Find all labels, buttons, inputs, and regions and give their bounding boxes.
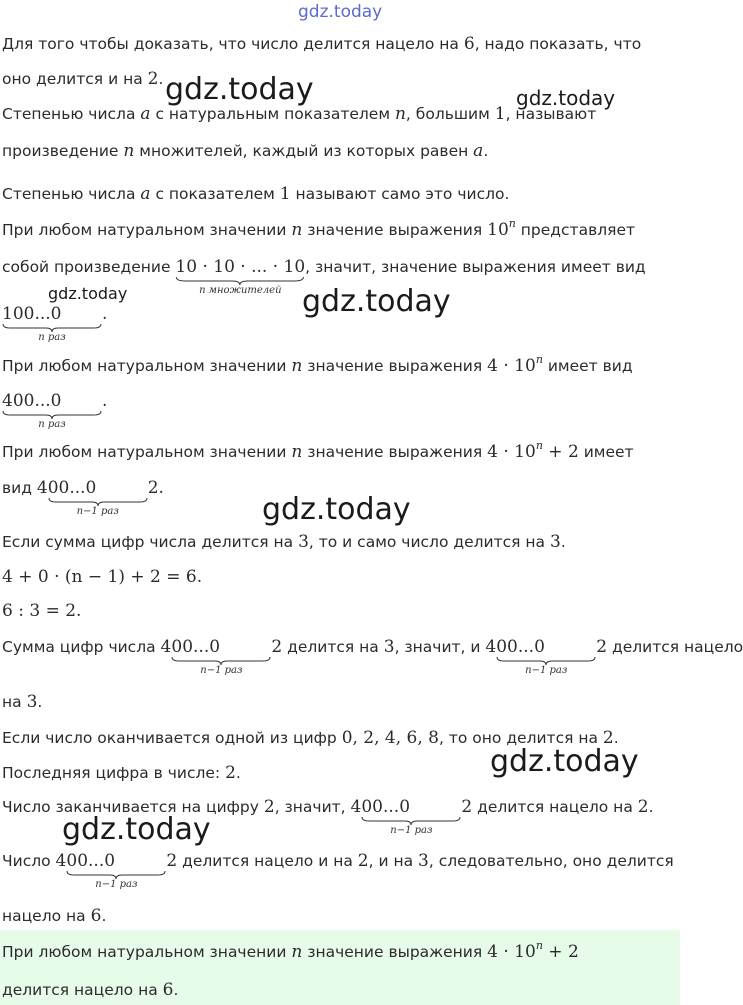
paragraph-ends-with-two: Число заканчивается на цифру 2, значит, 4 00...0 n−1 раз 2 делится нацело на 2.: [2, 797, 654, 836]
number-400-02: вид 4 00...0 n−1 раз 2.: [2, 478, 164, 517]
underbrace-zeros: 00...0 n−1 раз: [171, 636, 271, 677]
paragraph-both-divisible: Число 4 00...0 n−1 раз 2 делится нацело и на 2, и на 3, следовательно, оно делится: [2, 851, 674, 890]
conclusion-line-1: При любом натуральном значении n значение выражения $4 \cdot 10^n + 2$: [2, 939, 579, 962]
equation-digit-sum: 4 + 0 · (n − 1) + 2 = 6.: [2, 567, 203, 587]
paragraph-divisibility-intro-cont: оно делится и на 2.: [2, 69, 164, 89]
watermark: gdz.today: [165, 72, 314, 107]
number-400-0: 400...0 n раз .: [2, 391, 108, 430]
underbrace-zeros: 00...0 n−1 раз: [496, 636, 596, 677]
underbrace-zeros: 00...0 n−1 раз: [361, 796, 461, 837]
paragraph-power-one: Степенью числа a с показателем 1 называют само это число.: [2, 184, 510, 204]
watermark: gdz.today: [490, 744, 639, 779]
equation-division: 6 : 3 = 2.: [2, 601, 82, 621]
underbrace-zeros: 100...0 n раз: [2, 303, 102, 344]
underbrace-product: 10 · 10 · ... · 10 n множителей: [175, 257, 306, 296]
paragraph-four-ten-power-plus-two: При любом натуральном значении n значение выражения $4 \cdot 10^n + 2$ имеет: [2, 439, 634, 462]
watermark: gdz.today: [298, 2, 383, 22]
paragraph-last-digit: Последняя цифра в числе: 2.: [2, 763, 241, 783]
number-100-0: 100...0 n раз .: [2, 304, 108, 343]
underbrace-zeros: 00...0 n−1 раз: [66, 850, 166, 891]
watermark: gdz.today: [516, 86, 616, 110]
underbrace-zeros: 400...0 n раз: [2, 390, 102, 431]
paragraph-sum-divisible: Сумма цифр числа 4 00...0 n−1 раз 2 делится на 3, значит, и 4 00...0 n−1 раз 2 делится нацело: [2, 637, 743, 676]
paragraph-rule-two: Если число оканчивается одной из цифр 0, 2, 4, 6, 8, то оно делится на 2.: [2, 728, 619, 748]
paragraph-both-divisible-cont: нацело на 6.: [2, 906, 107, 926]
paragraph-sum-divisible-cont: на 3.: [2, 692, 43, 712]
paragraph-divisibility-intro: Для того чтобы доказать, что число делится нацело на 6, надо показать, что: [2, 34, 642, 54]
paragraph-product: собой произведение 10 · 10 · ... · 10 n множителей , значит, значение выражения имеет вид: [2, 257, 646, 296]
paragraph-power-definition: Степенью числа a с натуральным показателем n, большим 1, называют: [2, 104, 597, 124]
conclusion-line-2: делится нацело на 6.: [2, 980, 179, 1000]
paragraph-ten-power: При любом натуральном значении n значение выражения 10$^n$ представляет: [2, 217, 636, 240]
paragraph-power-definition-cont: произведение n множителей, каждый из которых равен a.: [2, 141, 489, 161]
watermark: gdz.today: [48, 284, 128, 303]
paragraph-four-ten-power: При любом натуральном значении n значение выражения $4 \cdot 10^n$ имеет вид: [2, 353, 633, 376]
paragraph-rule-three: Если сумма цифр числа делится на 3, то и само число делится на 3.: [2, 532, 566, 552]
watermark: gdz.today: [302, 284, 451, 319]
watermark: gdz.today: [262, 492, 411, 527]
underbrace-zeros: 00...0 n−1 раз: [48, 477, 148, 518]
watermark: gdz.today: [62, 812, 211, 847]
